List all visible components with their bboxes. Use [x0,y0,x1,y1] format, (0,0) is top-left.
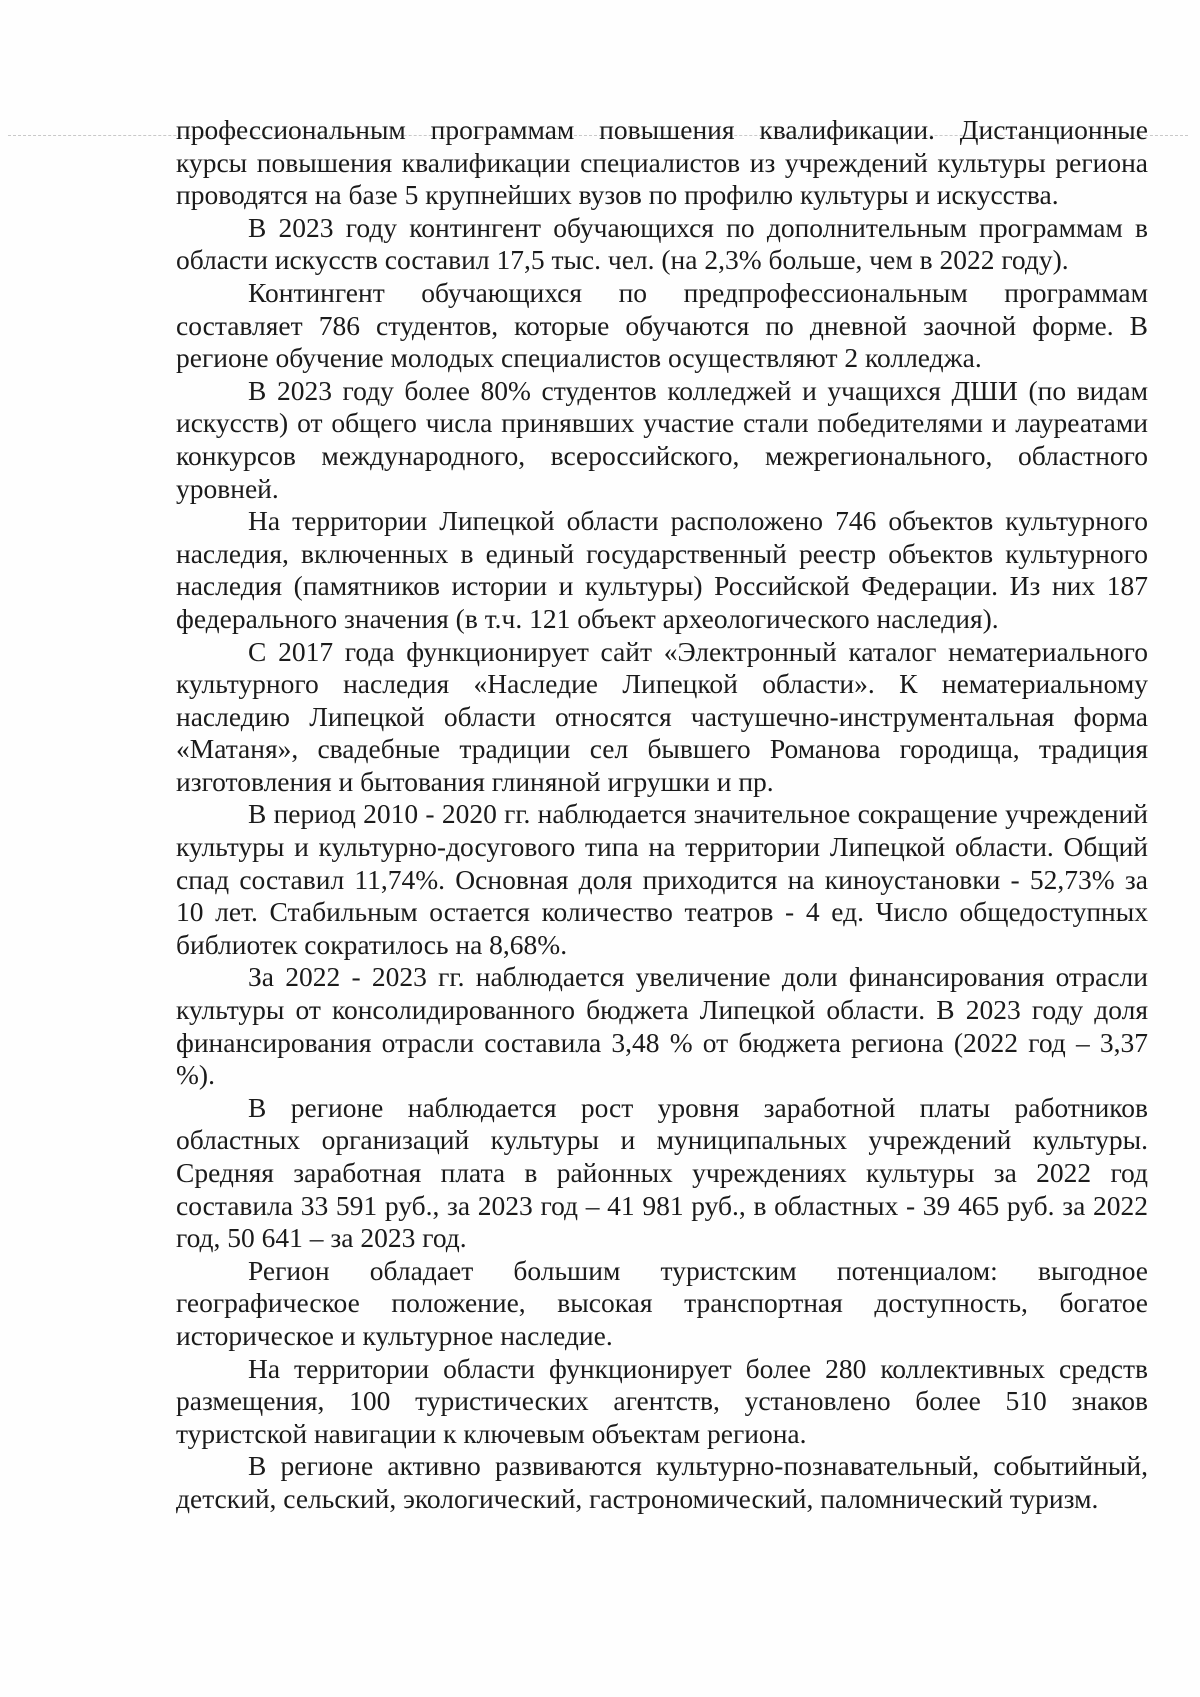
paragraph-preprofessional-students: Контингент обучающихся по предпрофессиональным программам составляет 786 студентов, которые обучаются по дневной заочной форме. В регионе обучение молодых специалистов осуществляют 2 колледжа. [176,276,1148,374]
paragraph-cultural-heritage-objects: На территории Липецкой области расположено 746 объектов культурного наследия, включенных в единый государственный реестр объектов культурного наследия (памятников истории и культуры) Российской Федерации. Из них 187 федерального значения (в т.ч. 121 объект археологического наследия). [176,505,1148,634]
paragraph-continuation: профессиональным программам повышения квалификации. Дистанционные курсы повышения квалификации специалистов из учреждений культуры региона проводятся на базе 5 крупнейших вузов по профилю культуры и искусства. [176,114,1148,211]
paragraph-intangible-heritage-catalog: С 2017 года функционирует сайт «Электронный каталог нематериального культурного наследия «Наследие Липецкой области». К нематериальному наследию Липецкой области относятся частушечно-инструментальная форма «Матаня», свадебные традиции сел бывшего Романова городища, традиция изготовления и бытования глиняной игрушки и пр. [176,635,1148,797]
paragraph-tourism-infrastructure: На территории области функционирует более 280 коллективных средств размещения, 100 туристических агентств, установлено более 510 знаков туристской навигации к ключевым объектам региона. [176,1352,1148,1449]
document-body [176,114,1148,1516]
paragraph-art-education-contingent: В 2023 году контингент обучающихся по дополнительным программам в области искусств составил 17,5 тыс. чел. (на 2,3% больше, чем в 2022 году). [176,211,1148,276]
paragraph-competition-winners: В 2023 году более 80% студентов колледжей и учащихся ДШИ (по видам искусств) от общего числа принявших участие стали победителями и лауреатами конкурсов международного, всероссийского, межрегионального, областного уровней. [176,374,1148,504]
paragraph-institutions-decline: В период 2010 - 2020 гг. наблюдается значительное сокращение учреждений культуры и культурно-досугового типа на территории Липецкой области. Общий спад составил 11,74%. Основная доля приходится на киноустановки - 52,73% за 10 лет. Стабильным остается количество театров - 4 ед. Число общедоступных библиотек сократилось на 8,68%. [176,798,1148,960]
paragraph-tourism-potential: Регион обладает большим туристским потенциалом: выгодное географическое положение, высокая транспортная доступность, богатое историческое и культурное наследие. [176,1254,1148,1351]
paragraph-financing-share: За 2022 - 2023 гг. наблюдается увеличение доли финансирования отрасли культуры от консолидированного бюджета Липецкой области. В 2023 году доля финансирования отрасли составила 3,48 % от бюджета региона (2022 год – 3,37 %). [176,961,1148,1091]
paragraph-tourism-types: В регионе активно развиваются культурно-познавательный, событийный, детский, сельский, экологический, гастрономический, паломнический туризм. [176,1450,1148,1514]
paragraph-salary-growth: В регионе наблюдается рост уровня заработной платы работников областных организаций культуры и муниципальных учреждений культуры. Средняя заработная плата в районных учреждениях культуры за 2022 год составила 33 591 руб., за 2023 год – 41 981 руб., в областных - 39 465 руб. за 2022 год, 50 641 – за 2023 год. [176,1091,1148,1254]
